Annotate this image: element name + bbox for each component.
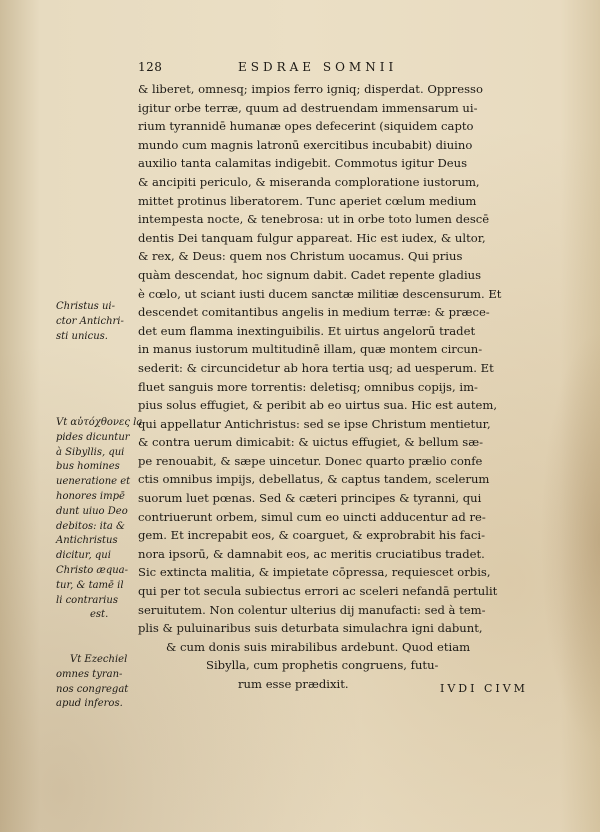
marginal-line: Vt αὐτόχθονες la xyxy=(56,417,143,428)
marginal-note-ezechiel xyxy=(56,653,138,712)
body-line: sederit: & circuncidetur ab hora tertia usq; ad uesperum. Et xyxy=(138,360,494,375)
body-line: descendet comitantibus angelis in medium terræ: & præce- xyxy=(138,305,490,320)
body-line: mittet protinus liberatorem. Tunc aperiet cœlum medium xyxy=(138,193,477,208)
marginal-line: Vt Ezechiel xyxy=(70,654,128,665)
marginal-line: Christus ui- xyxy=(56,301,115,312)
body-line: contriuerunt orbem, simul cum eo uincti adducentur ad re- xyxy=(138,509,486,524)
body-line: plis & puluinaribus suis deturbata simulachra igni dabunt, xyxy=(138,621,483,636)
marginal-line: dicitur, qui xyxy=(56,550,111,562)
body-line: & contra uerum dimicabit: & uictus effugiet, & bellum sæ- xyxy=(138,435,484,450)
body-line: qui per tot secula subiectus errori ac sceleri nefandā pertulit xyxy=(138,584,498,599)
marginal-line: dunt uiuo Deo xyxy=(56,505,128,517)
page-stain xyxy=(540,330,600,750)
body-line: & cum donis suis mirabilibus ardebunt. Quod etiam xyxy=(166,639,471,654)
marginal-line: ctor Antichri- xyxy=(56,315,124,327)
body-line: rium tyrannidē humanæ opes defecerint (siquidem capto xyxy=(138,119,474,134)
marginal-line: ueneratione et xyxy=(56,476,131,488)
body-line: auxilio tanta calamitas indigebit. Commotus igitur Deus xyxy=(138,156,468,171)
marginal-line: nos congregat xyxy=(56,683,129,695)
marginal-line: li contrarius xyxy=(56,594,118,606)
running-head: ESDRAE SOMNII xyxy=(238,60,398,74)
marginal-line: honores impē xyxy=(56,490,125,502)
body-line: nora ipsorū, & damnabit eos, ac meritis cruciatibus tradet. xyxy=(138,546,485,561)
marginal-note-antichristus xyxy=(56,416,143,623)
body-line: suorum luet pœnas. Sed & cæteri principes & tyranni, qui xyxy=(138,491,482,506)
body-line: intempesta nocte, & tenebrosa: ut in orbe toto lumen descē xyxy=(138,212,490,227)
body-line: det eum flamma inextinguibilis. Et uirtus angelorū tradet xyxy=(138,323,476,338)
marginal-line: omnes tyran- xyxy=(56,668,123,680)
body-line: fluet sanguis more torrentis: deletisq; omnibus copijs, im- xyxy=(138,379,478,394)
body-line: mundo cum magnis latronū exercitibus incubabit) diuino xyxy=(138,137,473,152)
catchword: IVDI CIVM xyxy=(440,682,528,695)
body-line: pius solus effugiet, & peribit ab eo uirtus sua. Hic est autem, xyxy=(138,398,498,413)
body-line: Sibylla, cum prophetis congruens, futu- xyxy=(206,658,439,673)
body-line: è cœlo, ut sciant iusti ducem sanctæ militiæ descensurum. Et xyxy=(138,286,502,301)
body-text xyxy=(138,80,548,694)
marginal-line: à Sibyllis, qui xyxy=(56,446,125,458)
page-number: 128 xyxy=(138,60,163,74)
body-line: igitur orbe terræ, quum ad destruendam immensarum ui- xyxy=(138,100,478,115)
marginal-line: Antichristus xyxy=(56,535,118,547)
body-line: rum esse prædixit. xyxy=(238,677,349,691)
body-line: quàm descendat, hoc signum dabit. Cadet repente gladius xyxy=(138,267,482,282)
marginal-line: apud inferos. xyxy=(56,698,123,710)
marginal-note-christus xyxy=(56,300,138,344)
marginal-line: pides dicuntur xyxy=(56,431,130,443)
marginal-line: debitos: ita & xyxy=(56,520,125,532)
body-line: in manus iustorum multitudinē illam, quæ montem circun- xyxy=(138,342,483,357)
marginal-line: sti unicus. xyxy=(56,330,108,342)
body-line: Sic extincta malitia, & impietate cōpressa, requiescet orbis, xyxy=(138,565,491,580)
body-line: & ancipiti periculo, & miseranda comploratione iustorum, xyxy=(138,174,480,189)
body-line: dentis Dei tanquam fulgur appareat. Hic est iudex, & ultor, xyxy=(138,230,486,245)
page-header xyxy=(138,60,558,78)
body-line: qui appellatur Antichristus: sed se ipse Christum mentietur, xyxy=(138,416,491,431)
body-line: & liberet, omnesq; impios ferro igniq; disperdat. Oppresso xyxy=(138,82,483,96)
body-line: pe renouabit, & sæpe uincetur. Donec quarto prælio confe xyxy=(138,453,483,468)
body-line: gem. Et increpabit eos, & coarguet, & exprobrabit his faci- xyxy=(138,528,486,543)
body-line: ctis omnibus impijs, debellatus, & captus tandem, scelerum xyxy=(138,472,490,487)
marginal-line: tur, & tamē il xyxy=(56,579,124,591)
marginal-line: bus homines xyxy=(56,461,120,473)
body-line: seruitutem. Non colentur ulterius dij manufacti: sed à tem- xyxy=(138,602,486,617)
marginal-line: est. xyxy=(90,609,109,621)
marginal-line: Christo æqua- xyxy=(56,564,129,576)
body-line: & rex, & Deus: quem nos Christum uocamus. Qui prius xyxy=(138,249,463,264)
